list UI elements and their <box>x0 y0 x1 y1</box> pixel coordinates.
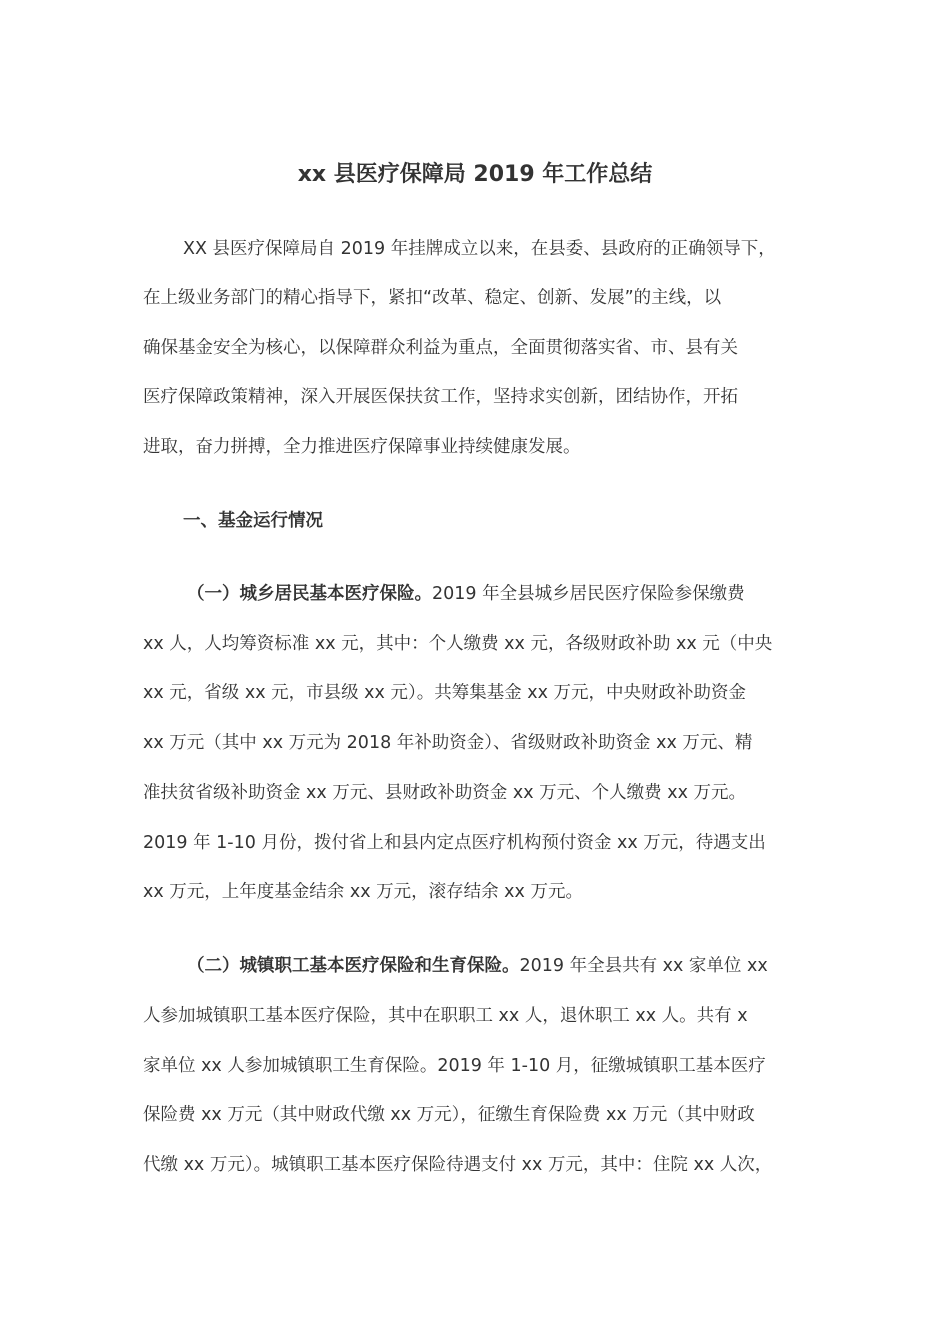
intro-line-5: 进取，奋力拼搏，全力推进医疗保障事业持续健康发展。 <box>143 437 581 457</box>
sub2-first-line-text: 2019 年全县共有 xx 家单位 xx <box>519 956 768 976</box>
sub1-line-2: xx 人，人均筹资标准 xx 元，其中：个人缴费 xx 元，各级财政补助 xx 元（中央 <box>143 634 773 654</box>
intro-line-1: XX 县医疗保障局自 2019 年挂牌成立以来，在县委、县政府的正确领导下， <box>183 239 776 259</box>
sub2-line-4: 保险费 xx 万元（其中财政代缴 xx 万元），征缴生育保险费 xx 万元（其中财政 <box>143 1105 755 1125</box>
sub1-line-4: xx 万元（其中 xx 万元为 2018 年补助资金）、省级财政补助资金 xx 万元、精 <box>143 733 753 753</box>
sub1-first-line <box>187 579 827 609</box>
sub2-first-line <box>187 951 827 981</box>
sub1-first-line-text: 2019 年全县城乡居民医疗保险参保缴费 <box>432 584 745 604</box>
intro-line-2: 在上级业务部门的精心指导下，紧扣“改革、稳定、创新、发展”的主线，以 <box>143 288 722 308</box>
sub2-line-2: 人参加城镇职工基本医疗保险，其中在职职工 xx 人，退休职工 xx 人。共有 x <box>143 1006 748 1026</box>
document-title: xx 县医疗保障局 2019 年工作总结 <box>297 162 653 187</box>
sub2-heading: （二）城镇职工基本医疗保险和生育保险。 <box>187 956 520 976</box>
sub1-line-5: 准扶贫省级补助资金 xx 万元、县财政补助资金 xx 万元、个人缴费 xx 万元。 <box>143 783 747 803</box>
sub1-heading: （一）城乡居民基本医疗保险。 <box>187 584 432 604</box>
sub1-line-3: xx 元，省级 xx 元，市县级 xx 元）。共筹集基金 xx 万元，中央财政补助资金 <box>143 683 747 703</box>
section-heading-1: 一、基金运行情况 <box>183 511 323 531</box>
sub1-line-6: 2019 年 1-10 月份，拨付省上和县内定点医疗机构预付资金 xx 万元，待遇支出 <box>143 833 766 853</box>
sub2-line-3: 家单位 xx 人参加城镇职工生育保险。2019 年 1-10 月，征缴城镇职工基本医疗 <box>143 1056 766 1076</box>
intro-line-4: 医疗保障政策精神，深入开展医保扶贫工作，坚持求实创新，团结协作，开拓 <box>143 387 738 407</box>
sub2-line-5: 代缴 xx 万元）。城镇职工基本医疗保险待遇支付 xx 万元，其中：住院 xx 人次， <box>143 1155 773 1175</box>
sub1-line-7: xx 万元，上年度基金结余 xx 万元，滚存结余 xx 万元。 <box>143 882 583 902</box>
intro-line-3: 确保基金安全为核心，以保障群众利益为重点，全面贯彻落实省、市、县有关 <box>143 338 738 358</box>
